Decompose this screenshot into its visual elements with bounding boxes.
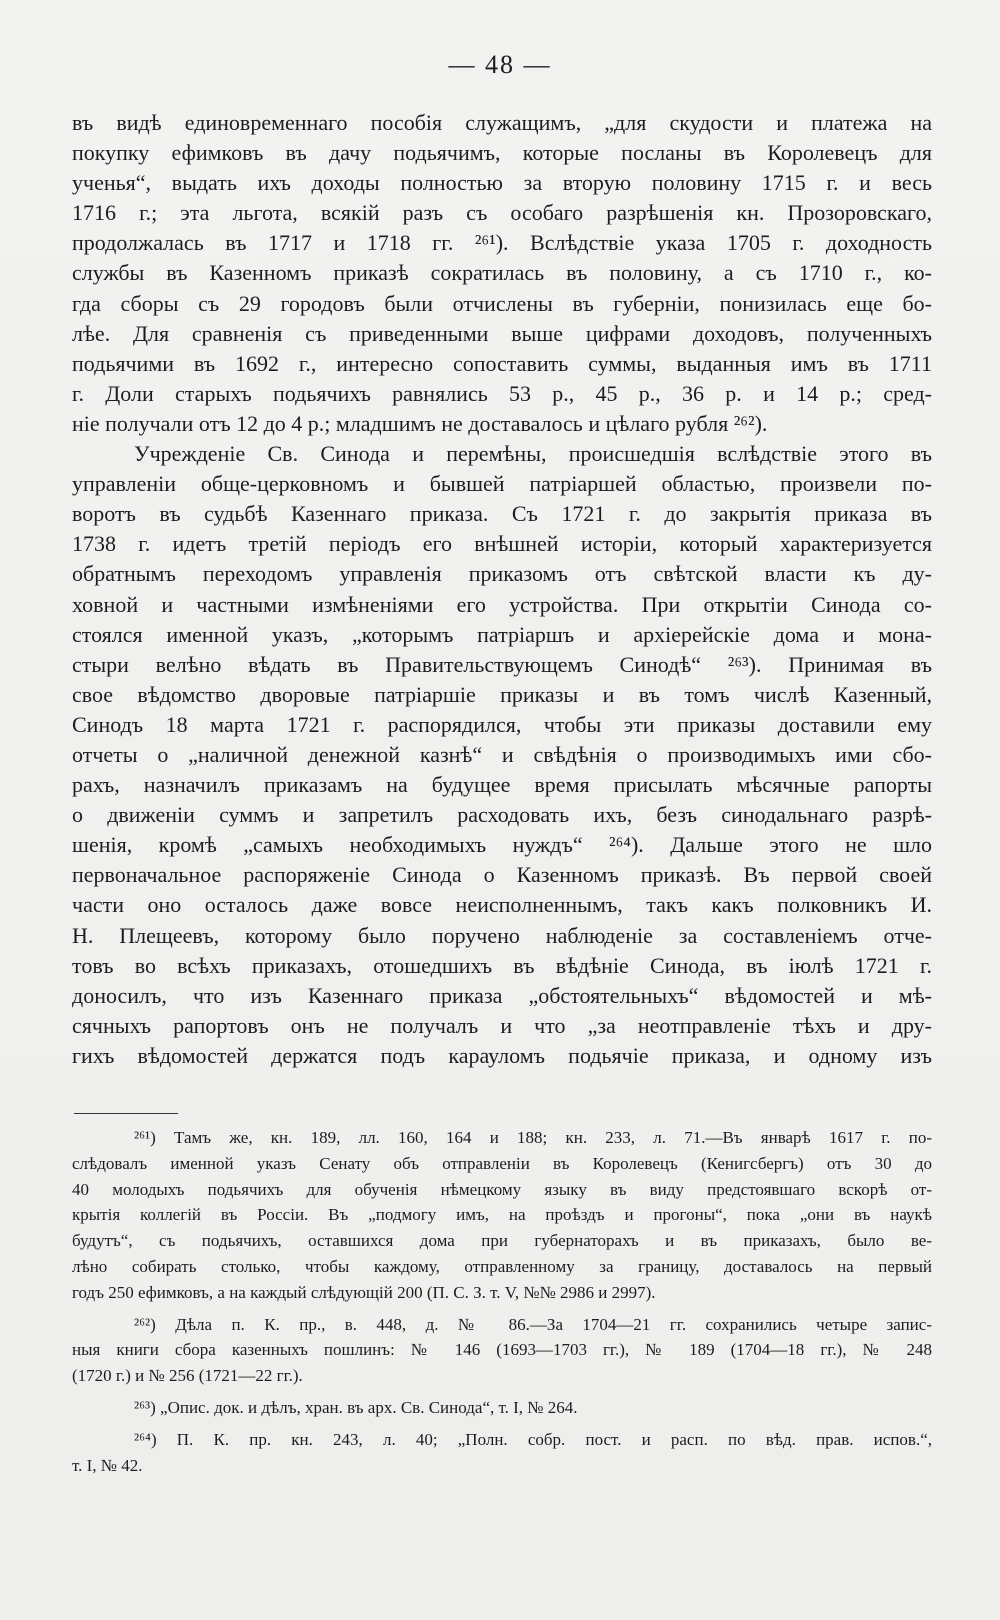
text-line: подьячими въ 1692 г., интересно сопоставить суммы, выданныя имъ въ 1711 [72,350,932,376]
text-line: части оно осталось даже вовсе неисполненнымъ, такъ какъ полковникъ И. [72,892,932,918]
footnote-line: крытія коллегій въ Россіи. Въ „подмогу имъ, на проѣздъ и прогоны“, пока „они въ наукѣ [72,1205,932,1225]
text-line: 1716 г.; эта льгота, всякій разъ съ особаго разрѣшенія кн. Прозоровскаго, [72,200,932,226]
text-line: Синодъ 18 марта 1721 г. распорядился, чтобы эти приказы доставили ему [72,711,932,737]
footnote-line: 40 молодыхъ подьячихъ для обученія нѣмецкому языку въ виду предстоявшаго вскорѣ от- [72,1179,932,1199]
text-line: доносилъ, что изъ Казеннаго приказа „обстоятельныхъ“ вѣдомостей и мѣ- [72,982,932,1008]
text-line: лѣе. Для сравненія съ приведенными выше цифрами доходовъ, полученныхъ [72,320,932,346]
footnote-line: ныя книги сбора казенныхъ пошлинъ: № 146 (1693—1703 гг.), № 189 (1704—18 гг.), № 248 [72,1340,932,1360]
text-line: товъ во всѣхъ приказахъ, отошедшихъ въ вѣдѣніе Синода, въ іюлѣ 1721 г. [72,952,932,978]
footnote-263: ²⁶³) „Опис. док. и дѣлъ, хран. въ арх. Св. Синода“, т. I, № 264. [134,1397,578,1417]
text-line: воротъ въ судьбѣ Казеннаго приказа. Съ 1721 г. до закрытія приказа въ [72,501,932,527]
text-line: г. Доли старыхъ подьячихъ равнялись 53 р., 45 р., 36 р. и 14 р.; сред- [72,380,932,406]
text-line: ховной и частными измѣненіями его устройства. При открытіи Синода со- [72,591,932,617]
text-line: отчеты о „наличной денежной казнѣ“ и свѣдѣнія о производимыхъ ими сбо- [72,741,932,767]
footnote-line: будутъ“, съ подьячихъ, оставшихся дома при губернаторахъ и въ приказахъ, было ве- [72,1231,932,1251]
text-line: въ видѣ единовременнаго пособія служащимъ, „для скудости и платежа на [72,110,932,135]
text-line: о движеніи суммъ и запретилъ расходовать ихъ, безъ синодальнаго разрѣ- [72,802,932,828]
footnotes [72,1125,932,1478]
text-line: гихъ вѣдомостей держатся подъ карауломъ подьячіе приказа, и одному изъ [72,1042,932,1068]
main-text [72,108,932,1071]
text-line: гда сборы съ 29 городовъ были отчислены въ губерніи, понизилась еще бо- [72,290,932,316]
text-line: Н. Плещеевъ, которому было поручено наблюденіе за составленіемъ отче- [72,922,932,948]
text-line: 1738 г. идетъ третій періодъ его внѣшней исторіи, который характеризуется [72,531,932,557]
text-line: покупку ефимковъ въ дачу подьячимъ, которые посланы въ Королевецъ для [72,140,932,166]
text-line: продолжалась въ 1717 и 1718 гг. ²⁶¹). Вслѣдствіе указа 1705 г. доходность [72,230,932,256]
text-line: ученья“, выдать ихъ доходы полностью за вторую половину 1715 г. и весь [72,170,932,196]
page-number: — 48 — [448,50,552,79]
footnote-line: слѣдовалъ именной указъ Сенату объ отправленіи въ Королевецъ (Кенигсбергъ) отъ 30 до [72,1153,932,1173]
text-line: свое вѣдомство дворовые патріаршіе приказы и въ томъ числѣ Казенный, [72,681,932,707]
footnote-264-start: ²⁶⁴) П. К. пр. кн. 243, л. 40; „Полн. собр. пост. и расп. по вѣд. прав. испов.“, [134,1429,932,1449]
footnote-261-start: ²⁶¹) Тамъ же, кн. 189, лл. 160, 164 и 188; кн. 233, л. 71.—Въ январѣ 1617 г. по- [134,1128,932,1147]
text-line: рахъ, назначилъ приказамъ на будущее время присылать мѣсячные рапорты [72,772,932,798]
text-line: стоялся именной указъ, „которымъ патріаршъ и архіерейскіе дома и мона- [72,621,932,647]
footnote-line: т. I, № 42. [72,1455,143,1475]
footnote-262-start: ²⁶²) Дѣла п. К. пр., в. 448, д. № 86.—За 1704—21 гг. сохранились четыре запис- [134,1314,932,1334]
text-line: стыри велѣно вѣдать въ Правительствующемъ Синодѣ“ ²⁶³). Принимая въ [72,651,932,677]
footnote-line: лѣно собирать столько, чтобы каждому, отправленному за границу, доставалось на первый [72,1256,932,1276]
text-line: шенія, кромѣ „самыхъ необходимыхъ нуждъ“ ²⁶⁴). Дальше этого не шло [72,832,932,858]
text-line: службы въ Казенномъ приказѣ сократилась въ половину, а съ 1710 г., ко- [72,260,932,286]
footnote-line: (1720 г.) и № 256 (1721—22 гг.). [72,1366,303,1386]
text-line: управленіи обще-церковномъ и бывшей патріаршей областью, произвели по- [72,471,932,497]
text-line: обратнымъ переходомъ управленія приказомъ отъ свѣтской власти къ ду- [72,561,932,587]
footnote-line: годъ 250 ефимковъ, а на каждый слѣдующій 200 (П. С. З. т. V, №№ 2986 и 2997). [72,1282,656,1302]
paragraph-start-line: Учрежденіе Св. Синода и перемѣны, происшедшія вслѣдствіе этого въ [134,441,932,467]
text-line: первоначальное распоряженіе Синода о Казенномъ приказѣ. Въ первой своей [72,862,932,888]
text-line: сячныхъ рапортовъ онъ не получалъ и что „за неотправленіе тѣхъ и дру- [72,1012,932,1038]
text-line: ніе получали отъ 12 до 4 р.; младшимъ не доставалось и цѣлаго рубля ²⁶²). [72,410,768,436]
footnote-separator [74,1113,178,1114]
